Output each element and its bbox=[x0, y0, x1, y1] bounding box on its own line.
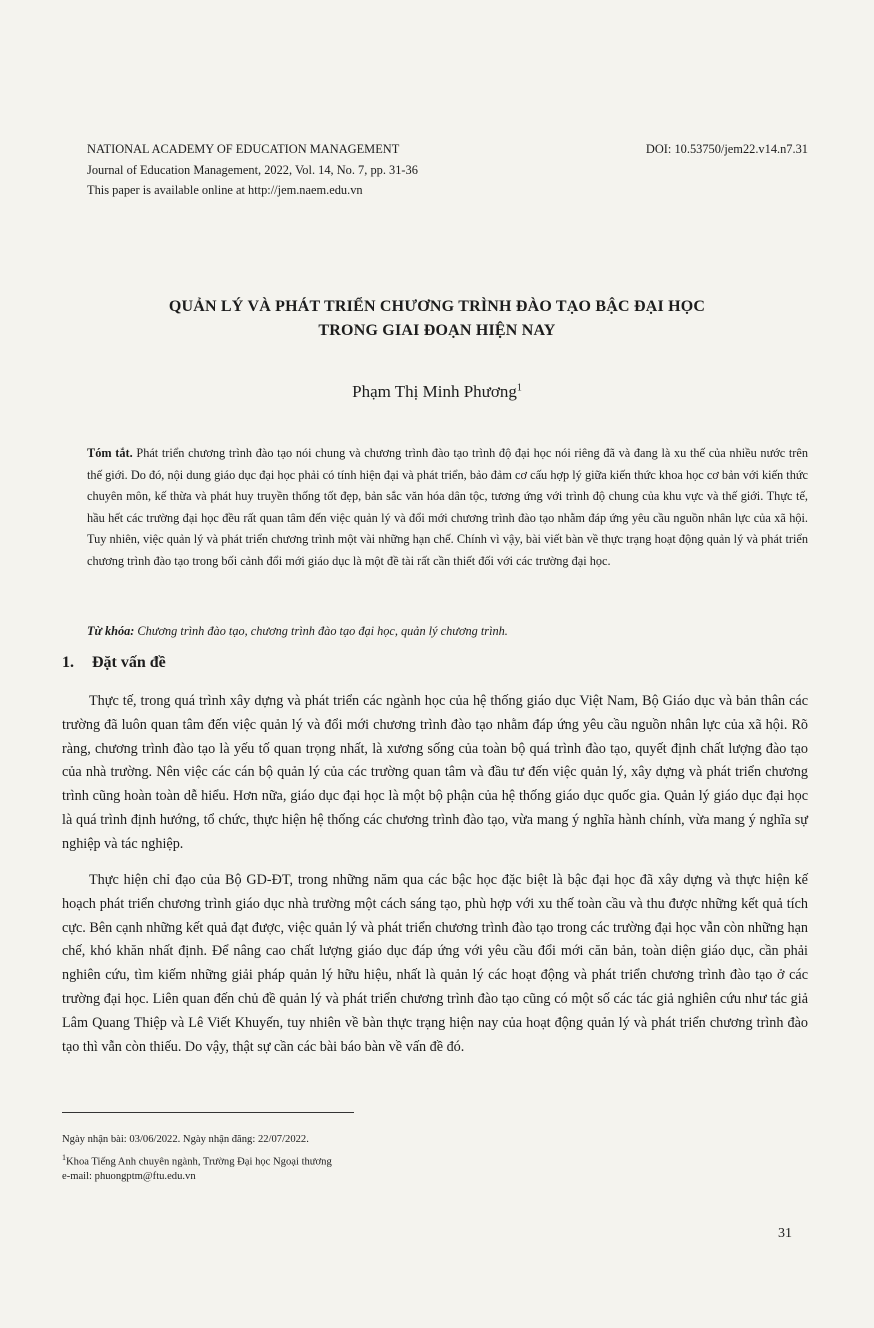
affiliation bbox=[62, 1153, 332, 1168]
online-availability: This paper is available online at http://jem.naem.edu.vn bbox=[87, 183, 363, 197]
page-number: 31 bbox=[778, 1226, 792, 1241]
author-footnote-mark: 1 bbox=[516, 382, 522, 394]
keywords-text: Chương trình đào tạo, chương trình đào tạo đại học, quản lý chương trình. bbox=[134, 624, 508, 638]
body-paragraph-2: Thực hiện chỉ đạo của Bộ GD-ĐT, trong những năm qua các bậc học đặc biệt là bậc đại học đã xây dựng và thực hiện kế hoạch phát triển chương trình giáo dục nhà trường một cách sáng tạo, phù hợp với xu thế toàn cầu và thu được những kết quả tích cực. Bên cạnh những kết quả đạt được, việc quản lý và phát triển chương trình đào tạo trong các trường đại học vẫn còn những hạn chế, khó khăn nhất định. Để nâng cao chất lượng giáo dục đáp ứng với yêu cầu đổi mới căn bản, toàn diện giáo dục, cần phải nghiên cứu, tìm kiếm những giải pháp quản lý hữu hiệu, nhất là quản lý các hoạt động và phát triển chương trình đào tạo ở các trường đại học. Liên quan đến chủ đề quản lý và phát triển chương trình đào tạo cũng có một số các tác giả nghiên cứu như tác giả Lâm Quang Thiệp và Lê Viết Khuyến, tuy nhiên về bàn thực trạng hiện nay của hoạt động quản lý và phát triển chương trình đào tạo thì vẫn còn thiếu. Do vậy, thật sự cần các bài báo bàn về vấn đề đó. bbox=[62, 872, 808, 1055]
affiliation-text: Khoa Tiếng Anh chuyên ngành, Trường Đại học Ngoại thương bbox=[66, 1156, 332, 1168]
author-name: Phạm Thị Minh Phương bbox=[352, 382, 517, 401]
section-heading bbox=[62, 654, 184, 672]
author bbox=[87, 382, 787, 402]
keywords-label: Từ khóa: bbox=[87, 624, 135, 638]
author-email: e-mail: phuongptm@ftu.edu.vn bbox=[62, 1171, 196, 1182]
institution-name: NATIONAL ACADEMY OF EDUCATION MANAGEMENT bbox=[87, 142, 400, 156]
abstract-text: Phát triển chương trình đào tạo nói chung và chương trình đào tạo trình độ đại học nói riêng đã và đang là xu thế của nhiều nước trên thế giới. Do đó, nội dung giáo dục đại học phải có tính hiện đại và phát triển, bảo đảm cơ cấu hợp lý giữa kiến thức khoa học cơ bản với kiến thức chuyên môn, kế thừa và phát huy truyền thống tốt đẹp, bản sắc văn hóa dân tộc, tương ứng với trình độ chung của khu vực và thế giới. Thực tế, hầu hết các trường đại học đều rất quan tâm đến việc quản lý và đổi mới chương trình đào tạo nhằm đáp ứng yêu cầu nguồn nhân lực của xã hội. Tuy nhiên, việc quản lý và phát triển chương trình một vài những hạn chế. Chính vì vậy, bài viết bàn về thực trạng hoạt động quản lý và phát triển chương trình đào tạo trong bối cảnh đổi mới giáo dục là một đề tài rất cần thiết đối với các trường đại học. bbox=[87, 446, 808, 568]
paper-title-line2: TRONG GIAI ĐOẠN HIỆN NAY bbox=[318, 322, 556, 339]
abstract bbox=[87, 443, 808, 573]
paper-title-line1: QUẢN LÝ VÀ PHÁT TRIỂN CHƯƠNG TRÌNH ĐÀO TẠO BẬC ĐẠI HỌC bbox=[168, 298, 706, 315]
section-title: Đặt vấn đề bbox=[92, 654, 166, 671]
footnote-divider bbox=[62, 1112, 354, 1113]
received-dates: Ngày nhận bài: 03/06/2022. Ngày nhận đăng: 22/07/2022. bbox=[62, 1134, 309, 1145]
keywords bbox=[87, 624, 808, 639]
affiliation-mark: 1 bbox=[62, 1153, 66, 1162]
body-paragraph-1: Thực tế, trong quá trình xây dựng và phát triển các ngành học của hệ thống giáo dục Việt Nam, Bộ Giáo dục và bản thân các trường đã luôn quan tâm đến việc quản lý và đổi mới chương trình đào tạo nhằm đáp ứng yêu cầu nguồn nhân lực của xã hội. Rõ ràng, chương trình đào tạo là yếu tố quan trọng nhất, là xương sống của toàn bộ quá trình đào tạo, quyết định chất lượng đào tạo của nhà trường. Nên việc các cán bộ quản lý của các trường quan tâm và đầu tư đến việc quản lý, xây dựng và phát triển chương trình cũng hoàn toàn dễ hiểu. Hơn nữa, giáo dục đại học là một bộ phận của hệ thống giáo dục quốc gia. Quản lý giáo dục đại học là quá trình định hướng, tổ chức, thực hiện hệ thống các chương trình đào tạo, vừa mang ý nghĩa hành chính, vừa mang ý nghĩa sự nghiệp và tác nghiệp. bbox=[62, 693, 808, 852]
abstract-label: Tóm tắt. bbox=[87, 446, 133, 460]
section-number: 1. bbox=[62, 654, 74, 671]
journal-citation: Journal of Education Management, 2022, Vol. 14, No. 7, pp. 31-36 bbox=[87, 163, 418, 177]
doi: DOI: 10.53750/jem22.v14.n7.31 bbox=[645, 142, 808, 156]
